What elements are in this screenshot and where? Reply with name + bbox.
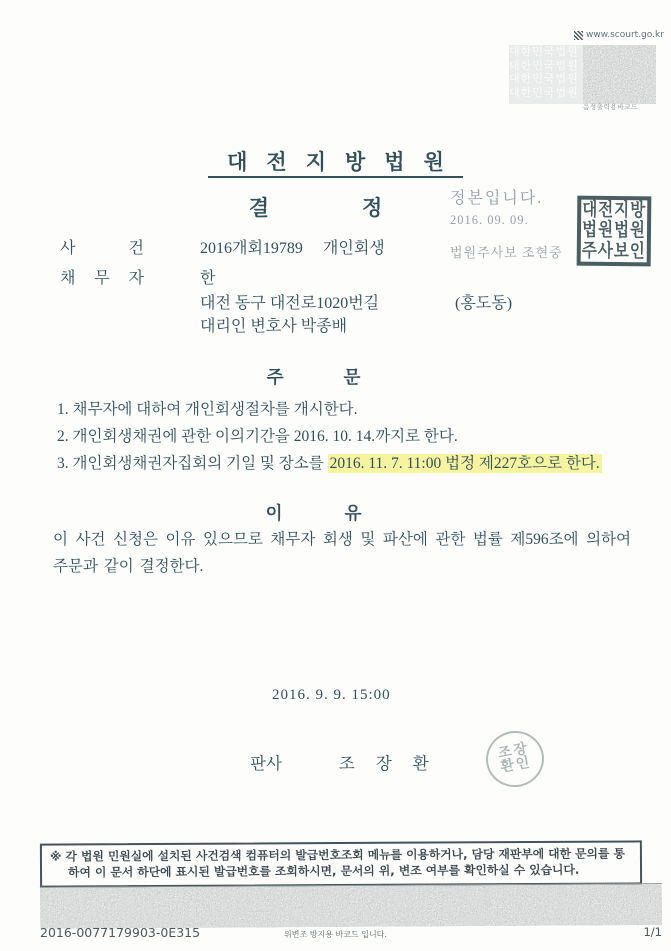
audio-barcode-label: 음성출력용바코드 bbox=[583, 103, 639, 111]
reason-text: 이 사건 신청은 이유 있으므로 채무자 회생 및 파산에 관한 법률 제596조에 의하여 주문과 같이 결정한다. bbox=[53, 531, 631, 575]
debtor-label-char: 채 bbox=[60, 270, 76, 287]
stripes-icon bbox=[574, 31, 583, 40]
certified-copy-date: 2016. 09. 09. bbox=[450, 213, 529, 227]
case-type: 개인회생 bbox=[322, 240, 385, 257]
judge-name-char: 환 bbox=[412, 754, 429, 773]
watermark-text-row: 대한민국법원 bbox=[509, 46, 579, 58]
order-heading-char: 주 bbox=[266, 367, 284, 387]
judge-name-char: 조 bbox=[338, 754, 355, 773]
seal-text-row: 주사보인 bbox=[581, 240, 646, 262]
watermark-barcode-box bbox=[509, 45, 656, 104]
case-label-char: 건 bbox=[128, 240, 144, 257]
judge-name-char: 장 bbox=[375, 754, 392, 773]
judge-seal-stamp bbox=[482, 726, 549, 791]
barcode-caption: 위변조 방지용 바코드 입니다. bbox=[284, 930, 387, 939]
doc-type-char: 결 bbox=[248, 196, 269, 220]
reason-heading-char: 이 bbox=[265, 503, 283, 523]
seal-text-row: 대전지방 bbox=[582, 199, 647, 221]
doc-type-heading bbox=[0, 192, 651, 222]
footer-notice-text: ※ 각 법원 민원실에 설치된 사건검색 컴퓨터의 발급번호조회 메뉴를 이용하거나, 담당 재판부에 대한 문의를 통하여 이 문서 하단에 표시된 발급번호를 조회하시면, 문서의 위, 변조 여부를 확인하실 수 있습니다. bbox=[49, 846, 625, 879]
scourt-url: www.scourt.go.kr bbox=[586, 30, 664, 40]
court-clerk-name: 법원주사보 조현중 bbox=[450, 245, 563, 260]
debtor-name: 한 bbox=[200, 270, 216, 287]
debtor-label-char: 무 bbox=[94, 270, 110, 287]
case-value bbox=[200, 235, 385, 258]
order-heading-char: 문 bbox=[343, 367, 361, 387]
judge-seal-row: 환인 bbox=[499, 755, 533, 776]
debtor-label bbox=[60, 265, 144, 288]
watermark-text-row: 대한민국법원 bbox=[509, 73, 579, 85]
page-indicator: 1/1 bbox=[643, 925, 662, 939]
case-label-char: 사 bbox=[60, 240, 76, 257]
court-watermark bbox=[509, 45, 583, 104]
order-heading bbox=[0, 364, 649, 389]
case-number: 2016개회19789 bbox=[200, 240, 303, 257]
order-item-text: 3. 개인회생채권자집회의 기일 및 장소를 bbox=[57, 455, 328, 472]
debtor-address: 대전 동구 대전로1020번길 bbox=[200, 295, 380, 312]
order-item: 2. 개인회생채권에 관한 이의기간을 2016. 10. 14.까지로 한다. bbox=[57, 428, 458, 445]
footer-notice-box bbox=[40, 840, 642, 887]
case-label bbox=[60, 235, 144, 258]
scourt-url-row bbox=[574, 30, 664, 40]
judge-name bbox=[339, 750, 429, 774]
judge-seal-row: 조장 bbox=[497, 741, 531, 762]
order-item bbox=[57, 450, 659, 477]
certified-copy-note: 정본입니다. bbox=[450, 190, 544, 207]
debtor-address-district: (홍도동) bbox=[455, 295, 513, 312]
audio-barcode bbox=[583, 45, 656, 104]
order-list bbox=[57, 396, 659, 477]
judge-row bbox=[250, 750, 429, 774]
court-seal-stamp bbox=[577, 196, 652, 267]
anti-forgery-barcode bbox=[40, 883, 662, 929]
reason-heading-char: 유 bbox=[344, 503, 362, 523]
issuance-number: 2016-0077179903-0E315 bbox=[40, 925, 201, 940]
watermark-text-row: 대한민국법원 bbox=[509, 59, 579, 72]
court-title-text: 대전지방법원 bbox=[208, 150, 463, 178]
debtor-representative: 대리인 변호사 박종배 bbox=[200, 318, 348, 335]
judge-label: 판사 bbox=[250, 754, 282, 773]
watermark-text-row: 대한민국법원 bbox=[509, 86, 579, 99]
doc-type-char: 정 bbox=[362, 196, 383, 220]
order-item: 1. 채무자에 대하여 개인회생절차를 개시한다. bbox=[57, 401, 358, 418]
debtor-label-char: 자 bbox=[128, 270, 144, 287]
order-item-highlight: 2016. 11. 7. 11:00 법정 제227호으로 한다. bbox=[329, 455, 600, 472]
decision-datetime: 2016. 9. 9. 15:00 bbox=[272, 687, 391, 703]
reason-heading bbox=[0, 500, 649, 525]
seal-text-row: 법원법원 bbox=[581, 220, 647, 242]
court-title bbox=[0, 146, 671, 176]
